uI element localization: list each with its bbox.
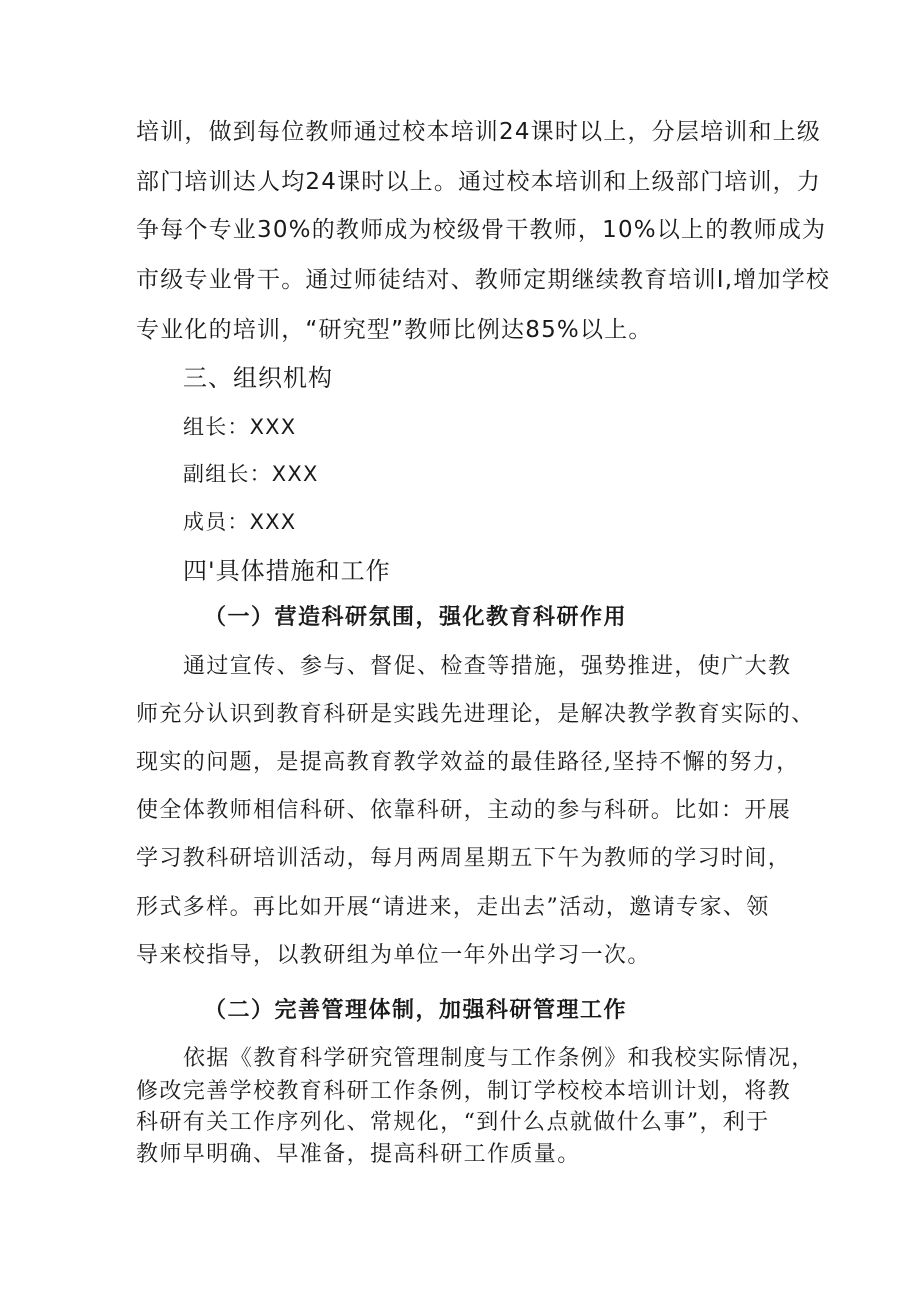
section-4-heading: 四'具体措施和工作 [183, 557, 391, 585]
intro-line-2: 部门培训达人均24课时以上。通过校本培训和上级部门培训，力 [136, 169, 822, 195]
intro-line-5: 专业化的培训，“研究型”教师比例达85%以上。 [136, 317, 653, 343]
subsection-2-line-1: 依据《教育科学研究管理制度与工作条例》和我校实际情况， [183, 1046, 815, 1071]
member-members: 成员：XXX [183, 510, 297, 534]
member-deputy-leader: 副组长：XXX [183, 462, 319, 486]
subsection-1-line-4: 使全体教师相信科研、依靠科研，主动的参与科研。比如：开展 [136, 798, 792, 823]
subsection-1-line-3: 现实的问题，是提高教育教学效益的最佳路径,坚持不懈的努力， [136, 750, 800, 775]
subsection-2-heading: （二）完善管理体制，加强科研管理工作 [204, 998, 628, 1023]
intro-line-3: 争每个专业30%的教师成为校级骨干教师，10%以上的教师成为 [136, 217, 827, 243]
subsection-2-line-2: 修改完善学校教育科研工作条例，制订学校校本培训计划，将教 [136, 1079, 792, 1104]
section-3-heading: 三、组织机构 [183, 364, 333, 392]
subsection-1-line-6: 形式多样。再比如开展“请进来，走出去”活动，邀请专家、领 [136, 895, 770, 920]
subsection-1-heading: （一）营造科研氛围，强化教育科研作用 [204, 605, 628, 630]
subsection-2-line-3: 科研有关工作序列化、常规化，“到什么点就做什么事”，利于 [136, 1110, 770, 1135]
intro-line-1: 培训，做到每位教师通过校本培训24课时以上，分层培训和上级 [136, 119, 822, 145]
subsection-1-line-1: 通过宣传、参与、督促、检查等措施，强势推进，使广大教 [183, 654, 792, 679]
member-leader: 组长：XXX [183, 415, 297, 439]
subsection-1-line-7: 导来校指导，以教研组为单位一年外出学习一次。 [136, 943, 651, 968]
subsection-1-line-5: 学习教科研培训活动，每月两周星期五下午为教师的学习时间， [136, 846, 792, 871]
subsection-1-line-2: 师充分认识到教育科研是实践先进理论，是解决教学教育实际的、 [136, 702, 815, 727]
intro-line-4: 市级专业骨干。通过师徒结对、教师定期继续教育培训I,增加学校 [136, 267, 831, 293]
subsection-2-line-4: 教师早明确、早准备，提高科研工作质量。 [136, 1142, 581, 1167]
